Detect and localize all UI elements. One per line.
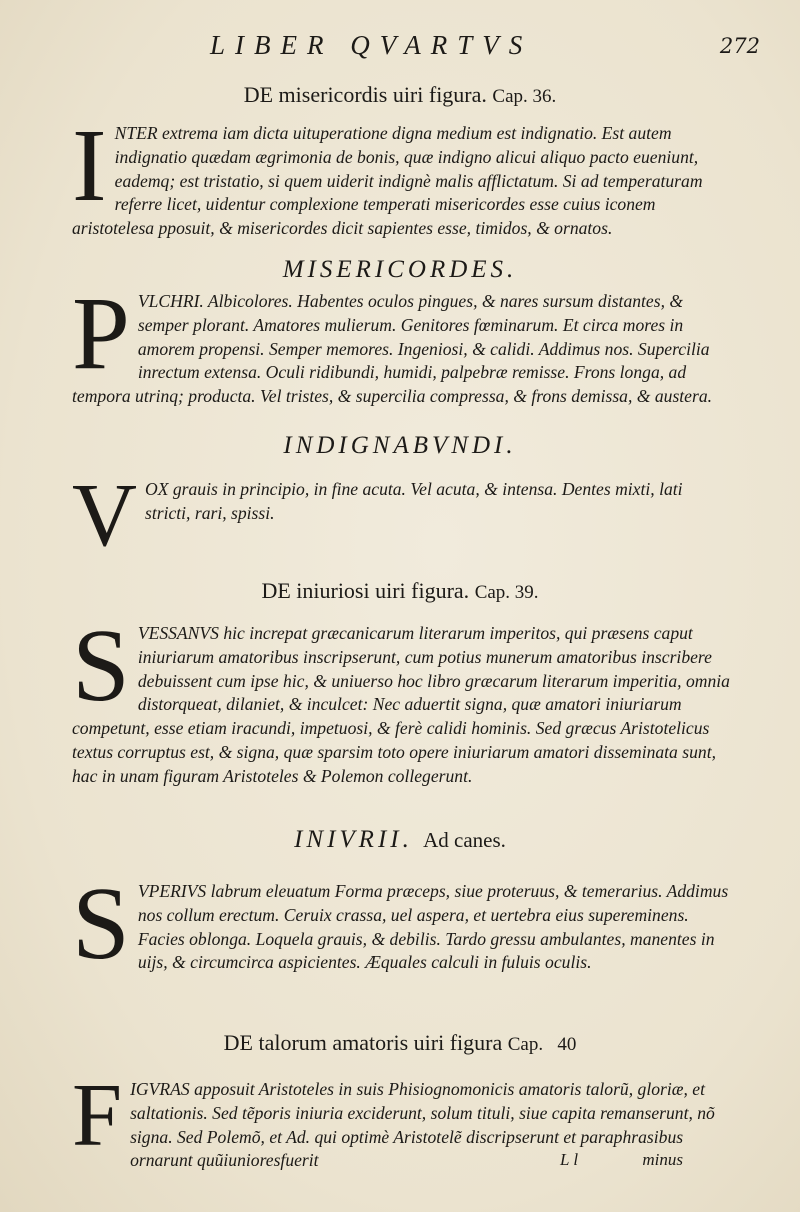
paragraph-text: VESSANVS hic increpat græcanicarum literarum imperitos, qui præsens caput iniuriarum amatoribus inscripserunt, cum potius munerum amatoribus inscribere debuissent cum ipse hic, & uniuerso hoc libro græcarum literarum imperitia, omnia distorqueat, dilaniet, & inculcet: Nec aduertit signa, quæ amatori iniuriarum competunt, esse etiam iracundi, impetuosi, & ferè calidi hominis. Sed græcus Aristotelicus textus corruptus est, & signa, quæ sparsim toto opere iniuriarum amatori disseminata sunt, hac in unam figuram Aristoteles & Polemon collegerunt. (72, 623, 730, 786)
subheading-text: INIVRII. (294, 826, 413, 853)
chapter-heading-40 (0, 1030, 800, 1056)
chapter-heading-text: DE iniuriosi uiri figura. (261, 578, 470, 603)
running-title: LIBER QVARTVS (210, 30, 533, 60)
paragraph-misericordia (72, 108, 732, 241)
page-number: 272 (719, 34, 760, 58)
paragraph-suessanus (72, 608, 732, 789)
subheading-iniurii (0, 826, 800, 854)
paragraph-superius (72, 866, 732, 981)
chapter-heading-36 (0, 82, 800, 108)
subheading-misericordes: MISERICORDES. (282, 256, 518, 283)
drop-cap: I (72, 108, 107, 223)
drop-cap: F (72, 1066, 123, 1165)
chapter-number: Cap. 39. (474, 582, 539, 603)
paragraph-misericordes (72, 276, 732, 409)
subheading-suffix: Ad canes. (423, 828, 506, 852)
chapter-number: Cap. 40 (507, 1034, 577, 1055)
subheading-indignabundi: INDIGNABVNDI. (283, 432, 517, 459)
drop-cap: V (72, 466, 137, 565)
paragraph-indignabundi (72, 466, 732, 565)
paragraph-text: VPERIVS labrum eleuatum Forma præceps, siue proteruus, & temerarius. Addimus nos collum erectum. Ceruix crassa, uel aspera, et uertebra eius supereminens. Facies oblonga. Loquela grauis, & debilis. Tardo gressu ambulantes, manentes in uijs, & circumcirca aspicientes. Æquales calculi in fuluis oculis. (137, 881, 729, 973)
paragraph-text: IGVRAS apposuit Aristoteles in suis Phisiognomonicis amatoris talorũ, gloriæ, et saltationis. Sed tẽporis iniuria exciderunt, solum tituli, siue capita remanserunt, nõ signa. Sed Polemõ, et Ad. qui optimè Aristotelẽ discripserunt et paraphrasibus ornarunt quũiunioresfuerit (130, 1079, 715, 1171)
drop-cap: P (72, 276, 130, 391)
paragraph-text: NTER extrema iam dicta uituperatione digna medium est indignatio. Est autem indignatio quædam ægrimonia de bonis, quæ indigno alicui aliquo pacto eueniunt, eademq; est tristatio, si quem uiderit indignè malis afflictatum. Si ad temperaturam referre licet, uidentur complexione temperati misericordes esse cuius iconem aristotelesa pposuit, & misericordes dicit sapientes esse, timidos, & ornatos. (72, 123, 703, 239)
paragraph-text: VLCHRI. Albicolores. Habentes oculos pingues, & nares sursum distantes, & semper plorant. Amatores mulierum. Genitores fœminarum. Et circa mores in amorem propensi. Semper memores. Ingeniosi, & calidi. Addimus nos. Supercilia inrectum extensa. Oculi ridibundi, humidi, palpebræ remisse. Frons longa, ad tempora utrinq; producta. Vel tristes, & supercilia compressa, & frons demissa, & austera. (72, 291, 713, 407)
drop-cap: S (72, 608, 130, 723)
chapter-heading-text: DE talorum amatoris uiri figura (223, 1030, 503, 1055)
signature-mark: L l (560, 1150, 579, 1169)
catchword: minus (642, 1150, 683, 1169)
drop-cap: S (72, 866, 130, 981)
chapter-heading-text: DE misericordis uiri figura. (243, 82, 487, 107)
running-head (150, 30, 760, 66)
chapter-heading-39 (0, 578, 800, 604)
catchword-line (560, 1150, 740, 1170)
paragraph-text: OX grauis in principio, in fine acuta. Vel acuta, & intensa. Dentes mixti, lati stricti, rari, spissi. (145, 479, 683, 523)
chapter-number: Cap. 36. (492, 86, 557, 107)
